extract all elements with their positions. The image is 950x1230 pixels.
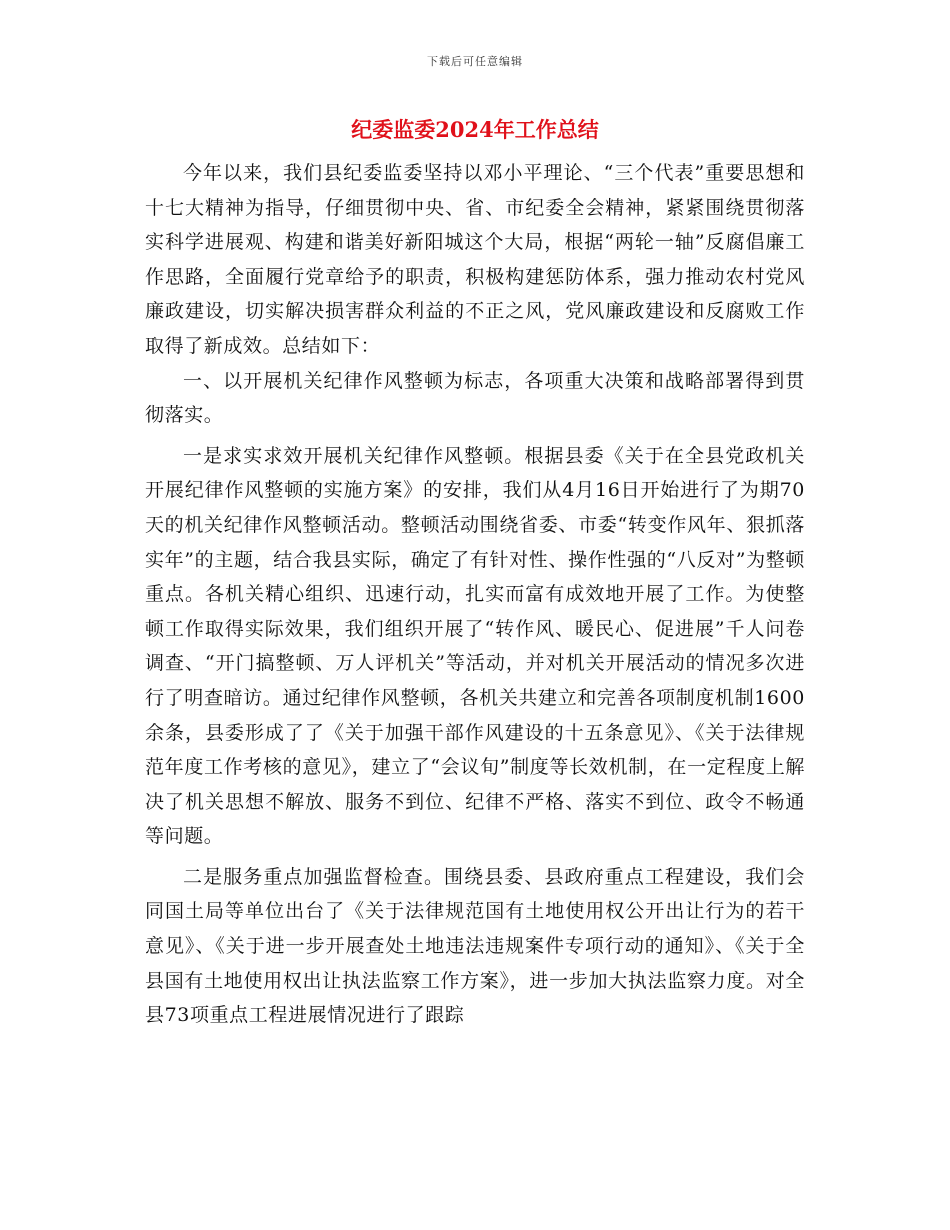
- paragraph-section-heading: 一、以开展机关纪律作风整顿为标志，各项重大决策和战略部署得到贯彻落实。: [145, 369, 805, 427]
- page-header: 下载后可任意编辑: [427, 55, 523, 68]
- paragraph-point-one: 一是求实求效开展机关纪律作风整顿。根据县委《关于在全县党政机关开展纪律作风整顿的实施方案》的安排，我们从4月16日开始进行了为期70天的机关纪律作风整顿活动。整顿活动围绕省委、市委“转变作风年、狠抓落实年”的主题，结合我县实际，确定了有针对性、操作性强的“八反对”为整顿重点。各机关精心组织、迅速行动，扎实而富有成效地开展了工作。为使整顿工作取得实际效果，我们组织开展了“转作风、暖民心、促进展”千人问卷调查、“开门搞整顿、万人评机关”等活动，并对机关开展活动的情况多次进行了明查暗访。通过纪律作风整顿，各机关共建立和完善各项制度机制1600余条，县委形成了了《关于加强干部作风建设的十五条意见》、《关于法律规范年度工作考核的意见》，建立了“会议旬”制度等长效机制，在一定程度上解决了机关思想不解放、服务不到位、纪律不严格、落实不到位、政令不畅通等问题。: [145, 444, 805, 848]
- document-title: 纪委监委2024年工作总结: [351, 117, 599, 142]
- document-body: [145, 156, 805, 1033]
- paragraph-intro: 今年以来，我们县纪委监委坚持以邓小平理论、“三个代表”重要思想和十七大精神为指导，仔细贯彻中央、省、市纪委全会精神，紧紧围绕贯彻落实科学进展观、构建和谐美好新阳城这个大局，根据“两轮一轴”反腐倡廉工作思路，全面履行党章给予的职责，积极构建惩防体系，强力推动农村党风廉政建设，切实解决损害群众利益的不正之风，党风廉政建设和反腐败工作取得了新成效。总结如下：: [145, 162, 805, 357]
- paragraph-point-two: 二是服务重点加强监督检查。围绕县委、县政府重点工程建设，我们会同国土局等单位出台了《关于法律规范国有土地使用权公开出让行为的若干意见》、《关于进一步开展查处土地违法违规案件专项行动的通知》、《关于全县国有土地使用权出让执法监察工作方案》，进一步加大执法监察力度。对全县73项重点工程进展情况进行了跟踪: [145, 865, 805, 1027]
